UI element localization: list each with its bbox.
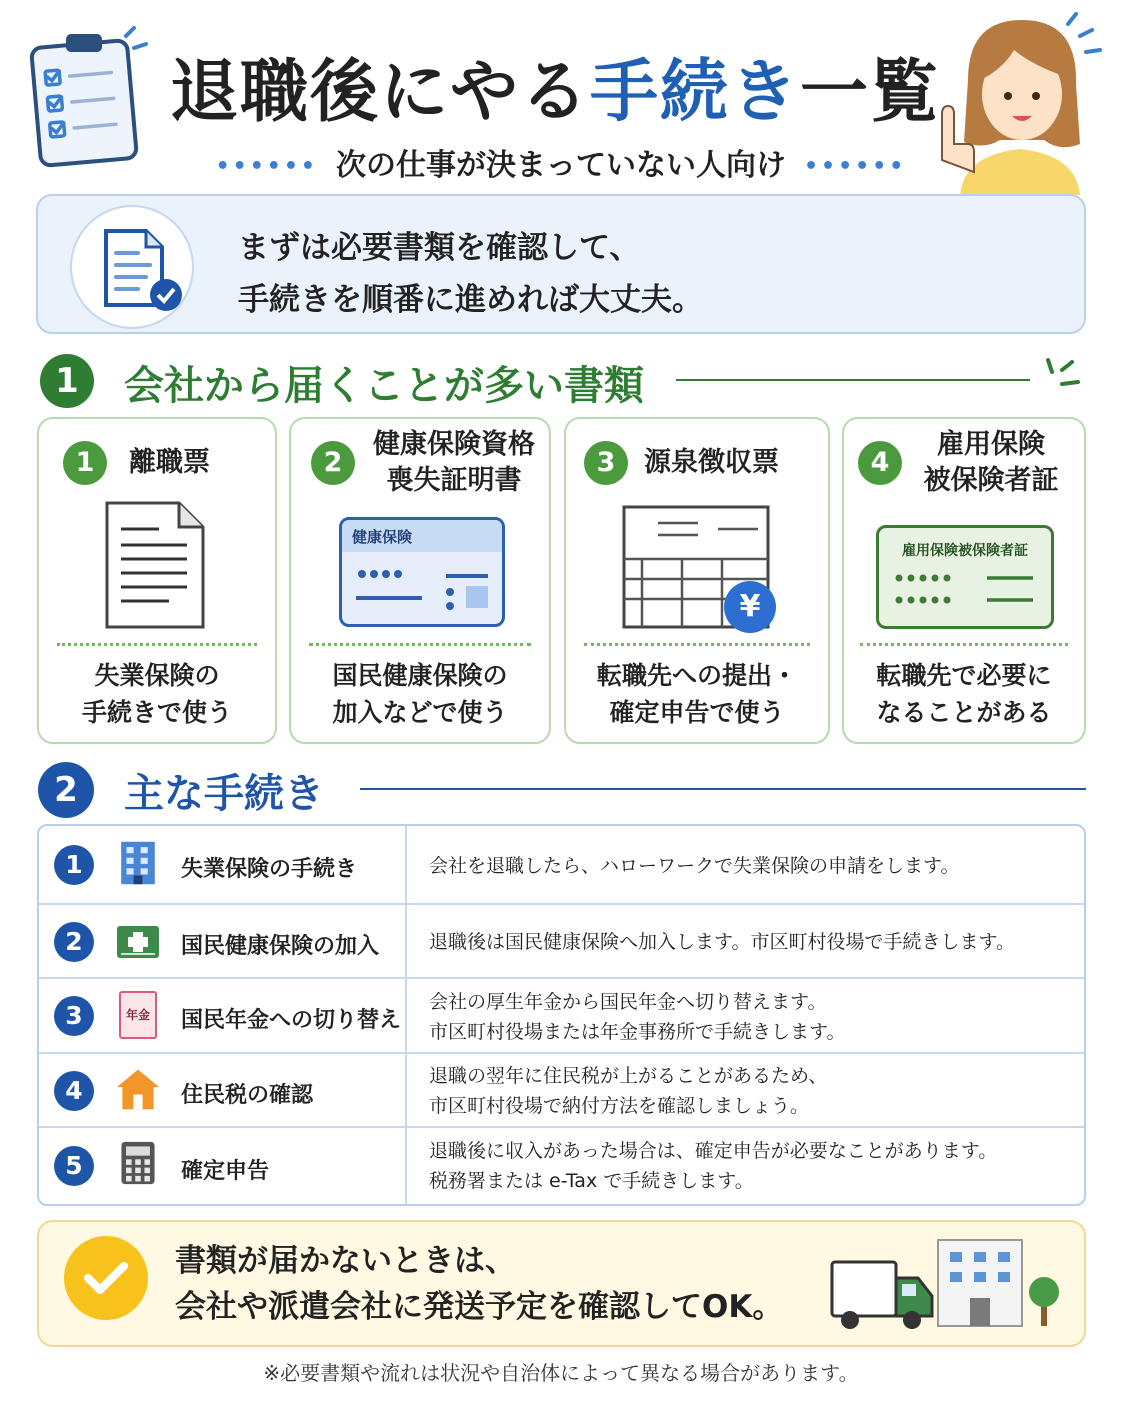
card-details-graphic <box>342 552 505 627</box>
card-title-line-1: 健康保険資格 <box>373 429 535 460</box>
row-number: 4 <box>54 1071 94 1111</box>
section-1-title: 会社から届くことが多い書類 <box>124 363 644 409</box>
employment-insurance-card-icon <box>876 525 1054 629</box>
title-end: 一覧 <box>800 53 941 132</box>
section-1-rule <box>676 379 1030 381</box>
card-description <box>844 657 1084 731</box>
document-card-4 <box>842 417 1086 744</box>
document-check-icon <box>70 205 194 329</box>
card-title: 源泉徴収票 <box>644 447 779 478</box>
yen-icon: ¥ <box>724 581 776 633</box>
card-desc-line-2: 確定申告で使う <box>609 698 785 727</box>
card-desc-line-1: 国民健康保険の <box>332 661 508 690</box>
subtitle-text: 次の仕事が決まっていない人向け <box>336 148 786 183</box>
row-number: 1 <box>54 845 94 885</box>
pension-book-icon: 年金 <box>119 991 157 1039</box>
row-desc-line-1: 会社を退職したら、ハローワークで失業保険の申請をします。 <box>429 855 960 877</box>
row-title: 失業保険の手続き <box>181 857 358 882</box>
section-2-title: 主な手続き <box>124 771 324 817</box>
check-icon <box>64 1236 148 1320</box>
row-title: 確定申告 <box>181 1159 270 1184</box>
title-main: 退職後にやる <box>170 53 591 132</box>
table-row <box>39 1054 1084 1128</box>
card-description <box>39 657 275 731</box>
intro-line-1: まずは必要書類を確認して、 <box>238 230 641 266</box>
card-desc-line-2: 手続きで使う <box>81 698 232 727</box>
row-title: 住民税の確認 <box>181 1083 314 1108</box>
card-desc-line-2: 加入などで使う <box>332 698 508 727</box>
table-row <box>39 979 1084 1054</box>
building-icon <box>115 840 161 886</box>
table-row <box>39 826 1084 905</box>
row-desc-line-2: 市区町村役場で納付方法を確認しましょう。 <box>429 1095 810 1117</box>
card-title: 離職票 <box>129 447 210 478</box>
section-1-number: 1 <box>40 354 94 408</box>
document-card-3 <box>564 417 830 744</box>
card-divider <box>584 643 810 646</box>
notice-text <box>175 1238 783 1330</box>
page-title <box>170 38 941 135</box>
card-title-line-2: 被保険者証 <box>923 465 1059 496</box>
document-icon <box>99 499 209 633</box>
delivery-truck-icon <box>830 1254 936 1334</box>
card-number: 2 <box>311 441 355 485</box>
card-divider <box>860 643 1068 646</box>
row-number: 2 <box>54 922 94 962</box>
card-divider <box>309 643 531 646</box>
row-number: 5 <box>54 1146 94 1186</box>
health-insurance-card-icon <box>339 517 505 627</box>
notice-line-2: 会社や派遣会社に発送予定を確認してOK。 <box>175 1289 784 1325</box>
card-number: 3 <box>584 441 628 485</box>
intro-line-2: 手続きを順番に進めれば大丈夫。 <box>238 282 703 318</box>
row-title: 国民健康保険の加入 <box>181 934 380 959</box>
office-building-icon <box>934 1236 1026 1328</box>
procedures-table <box>37 824 1086 1206</box>
card-desc-line-1: 転職先への提出・ <box>596 661 797 690</box>
row-desc-line-1: 会社の厚生年金から国民年金へ切り替えます。 <box>429 991 827 1013</box>
row-desc-line-1: 退職後は国民健康保険へ加入します。市区町村役場で手続きします。 <box>429 931 1015 953</box>
card-divider <box>57 643 257 646</box>
dots-right: •••••• <box>804 154 907 179</box>
row-desc-line-2: 税務署または e-Tax で手続きします。 <box>429 1170 754 1192</box>
card-desc-line-1: 転職先で必要に <box>876 661 1052 690</box>
row-description <box>429 1061 827 1121</box>
section-2-rule <box>360 788 1086 790</box>
intro-text <box>238 222 703 326</box>
row-description <box>429 1136 997 1196</box>
card-details-graphic <box>879 560 1051 620</box>
card-number: 4 <box>858 441 902 485</box>
card-label: 健康保険 <box>342 520 502 552</box>
card-description <box>291 657 549 731</box>
subtitle <box>0 140 1122 184</box>
footnote: ※必要書類や流れは状況や自治体によって異なる場合があります。 <box>263 1361 859 1385</box>
card-number: 1 <box>63 441 107 485</box>
card-desc-line-2: なることがある <box>876 698 1052 727</box>
card-title <box>367 427 541 499</box>
row-description <box>429 927 1015 957</box>
card-title-line-1: 雇用保険 <box>937 429 1045 460</box>
row-description <box>429 851 959 881</box>
health-insurance-card-icon <box>115 919 161 965</box>
document-card-1 <box>37 417 277 744</box>
card-label: 雇用保険被保険者証 <box>902 543 1028 559</box>
document-card-2 <box>289 417 551 744</box>
card-title <box>916 427 1066 499</box>
row-description <box>429 987 845 1047</box>
tree-icon <box>1026 1274 1062 1328</box>
card-description <box>566 657 828 731</box>
row-title: 国民年金への切り替え <box>181 1008 402 1033</box>
notice-line-1: 書類が届かないときは、 <box>175 1243 516 1279</box>
table-row <box>39 1128 1084 1204</box>
row-desc-line-2: 市区町村役場または年金事務所で手続きします。 <box>429 1021 846 1043</box>
card-desc-line-1: 失業保険の <box>94 661 220 690</box>
section-2-number: 2 <box>38 762 94 818</box>
dots-left: •••••• <box>215 154 318 179</box>
card-title-line-2: 喪失証明書 <box>386 465 522 496</box>
table-row <box>39 905 1084 979</box>
calculator-icon <box>115 1140 161 1186</box>
house-icon <box>115 1066 161 1112</box>
row-number: 3 <box>54 996 94 1036</box>
sparkle-icon <box>1040 356 1084 392</box>
row-desc-line-1: 退職の翌年に住民税が上がることがあるため、 <box>429 1065 828 1087</box>
row-desc-line-1: 退職後に収入があった場合は、確定申告が必要なことがあります。 <box>429 1140 998 1162</box>
title-accent: 手続き <box>590 53 801 132</box>
